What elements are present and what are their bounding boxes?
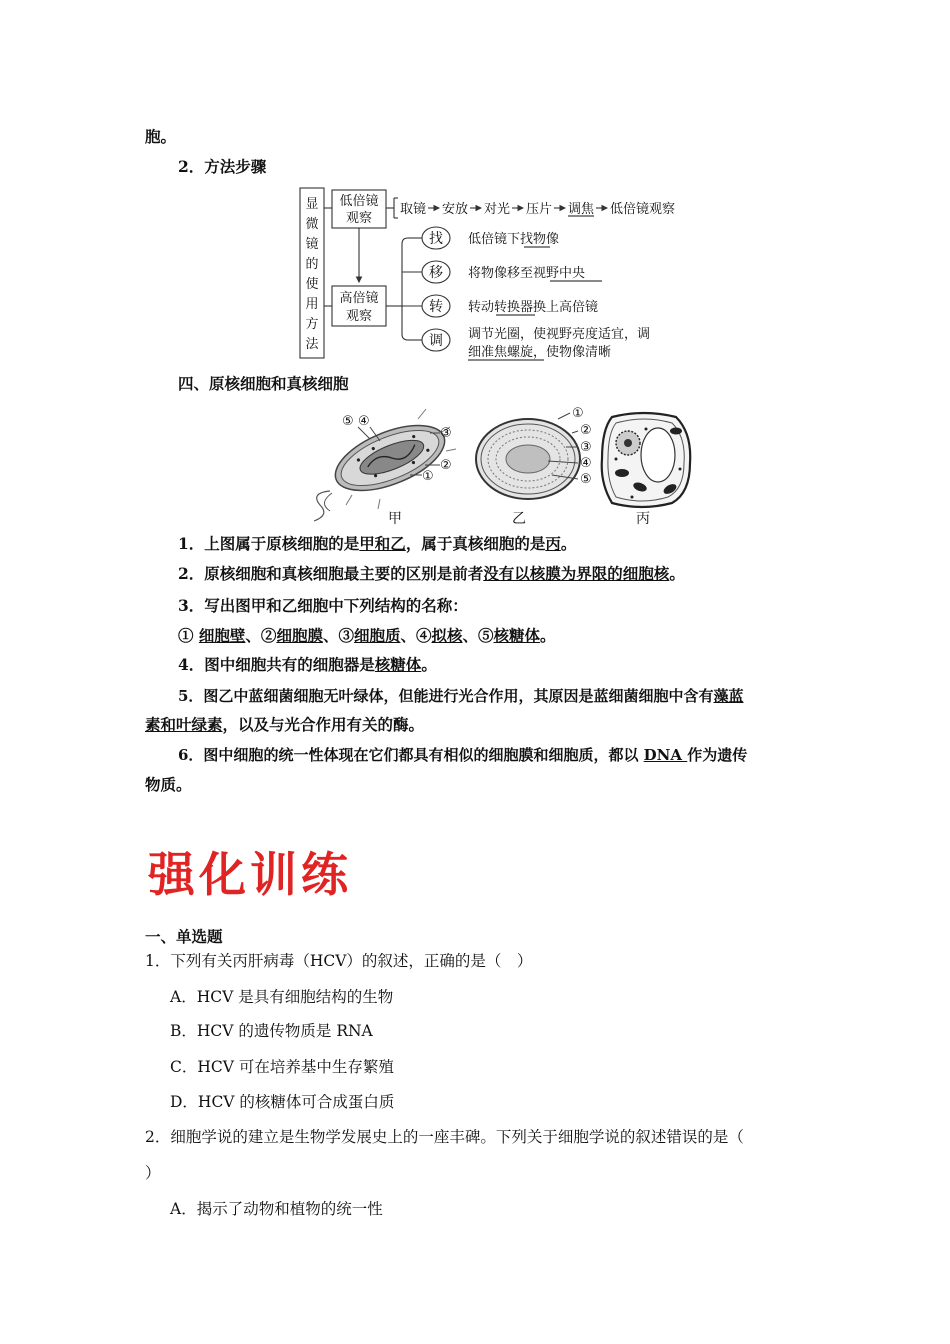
caption-yi: 乙 — [512, 511, 526, 527]
strengthen-training-title: 强化训练 — [148, 848, 352, 903]
circle-turn: 转 — [429, 299, 443, 315]
svg-text:显: 显 — [305, 197, 319, 212]
microscope-flow-diagram — [296, 186, 696, 362]
step-circles — [422, 227, 450, 351]
circle-adjust: 调 — [429, 333, 443, 349]
bacterium-jia-figure — [314, 409, 456, 521]
answer-5-line1: 5．图乙中蓝细菌细胞无叶绿体，但能进行光合作用，其原因是蓝细菌细胞中含有藻蓝 — [178, 687, 744, 705]
answer-5-line2: 素和叶绿素，以及与光合作用有关的酶。 — [145, 715, 425, 734]
question-1-option-d: D．HCV 的核糖体可合成蛋白质 — [170, 1093, 395, 1111]
svg-text:用: 用 — [305, 297, 319, 312]
adjust-step-line1: 调节光圈，使视野亮度适宜，调 — [468, 327, 651, 342]
svg-text:法: 法 — [305, 337, 319, 352]
svg-text:低倍镜观察: 低倍镜观察 — [610, 202, 676, 217]
circle-find: 找 — [429, 231, 443, 247]
adjust-step-line2: 细准焦螺旋，使物像清晰 — [468, 345, 612, 360]
caption-jia: 甲 — [388, 511, 402, 527]
low-power-steps — [400, 201, 675, 217]
yi-label-3: ③ — [580, 440, 592, 455]
svg-text:取镜: 取镜 — [400, 202, 427, 217]
yi-label-4: ④ — [580, 456, 592, 471]
jia-label-4: ④ — [358, 414, 370, 429]
circle-move: 移 — [429, 265, 443, 281]
question-1-option-a: A．HCV 是具有细胞结构的生物 — [170, 988, 394, 1006]
question-1: 1．下列有关丙肝病毒（HCV）的叙述，正确的是（ ） — [145, 952, 533, 970]
jia-label-2: ② — [440, 458, 452, 473]
answer-1: 1．上图属于原核细胞的是甲和乙，属于真核细胞的是丙。 — [178, 534, 577, 553]
jia-label-1: ① — [422, 469, 434, 484]
svg-text:微: 微 — [305, 217, 319, 232]
answer-4: 4．图中细胞共有的细胞器是核糖体。 — [178, 655, 437, 674]
yi-label-5: ⑤ — [580, 472, 592, 487]
question-1-option-c: C．HCV 可在培养基中生存繁殖 — [170, 1058, 394, 1076]
answer-2: 2．原核细胞和真核细胞最主要的区别是前者没有以核膜为界限的细胞核。 — [178, 564, 685, 583]
svg-text:使: 使 — [305, 277, 319, 292]
svg-text:安放: 安放 — [442, 202, 469, 217]
high-box-line2: 观察 — [345, 309, 373, 324]
svg-text:压片: 压片 — [526, 202, 553, 217]
jia-label-3: ③ — [440, 426, 452, 441]
vertical-title-box — [300, 188, 324, 358]
question-1-option-b: B．HCV 的遗传物质是 RNA — [170, 1022, 373, 1040]
turn-step-text: 转动转换器换上高倍镜 — [468, 300, 599, 315]
plant-cell-bing-figure — [602, 413, 691, 507]
question-2-close-paren: ） — [145, 1164, 161, 1182]
answer-6-line1: 6．图中细胞的统一性体现在它们都具有相似的细胞膜和细胞质，都以 DNA 作为遗传 — [178, 746, 748, 764]
yi-label-1: ① — [572, 406, 584, 421]
move-step-text: 将物像移至视野中央 — [468, 266, 586, 281]
caption-bing: 丙 — [636, 511, 650, 527]
exercises-heading: 一、单选题 — [145, 927, 223, 946]
answer-3-structures: ① 细胞壁、②细胞膜、③细胞质、④拟核、⑤核糖体。 — [178, 626, 556, 645]
answer-6-line2: 物质。 — [145, 775, 192, 794]
low-box-line1: 低倍镜 — [339, 194, 379, 209]
jia-label-5: ⑤ — [342, 414, 354, 429]
svg-text:对光: 对光 — [484, 202, 511, 217]
cell-figures — [300, 403, 700, 529]
high-box-line1: 高倍镜 — [339, 291, 379, 306]
find-step-text: 低倍镜下找物像 — [468, 232, 560, 247]
vertical-title-text — [305, 197, 319, 352]
cyanobacterium-yi-figure — [476, 413, 580, 499]
low-box-line2: 观察 — [345, 211, 373, 226]
answer-3: 3．写出图甲和乙细胞中下列结构的名称： — [178, 596, 468, 615]
svg-text:镜: 镜 — [305, 237, 319, 252]
svg-text:调焦: 调焦 — [568, 202, 595, 217]
continued-text: 胞。 — [145, 127, 177, 146]
svg-text:方: 方 — [305, 317, 319, 332]
method-heading: 2．方法步骤 — [178, 157, 267, 176]
svg-text:的: 的 — [305, 257, 319, 272]
section4-heading: 四、原核细胞和真核细胞 — [178, 374, 349, 393]
yi-label-2: ② — [580, 423, 592, 438]
question-2-option-a: A．揭示了动物和植物的统一性 — [170, 1200, 383, 1218]
question-2: 2．细胞学说的建立是生物学发展史上的一座丰碑。下列关于细胞学说的叙述错误的是（ — [145, 1128, 744, 1146]
